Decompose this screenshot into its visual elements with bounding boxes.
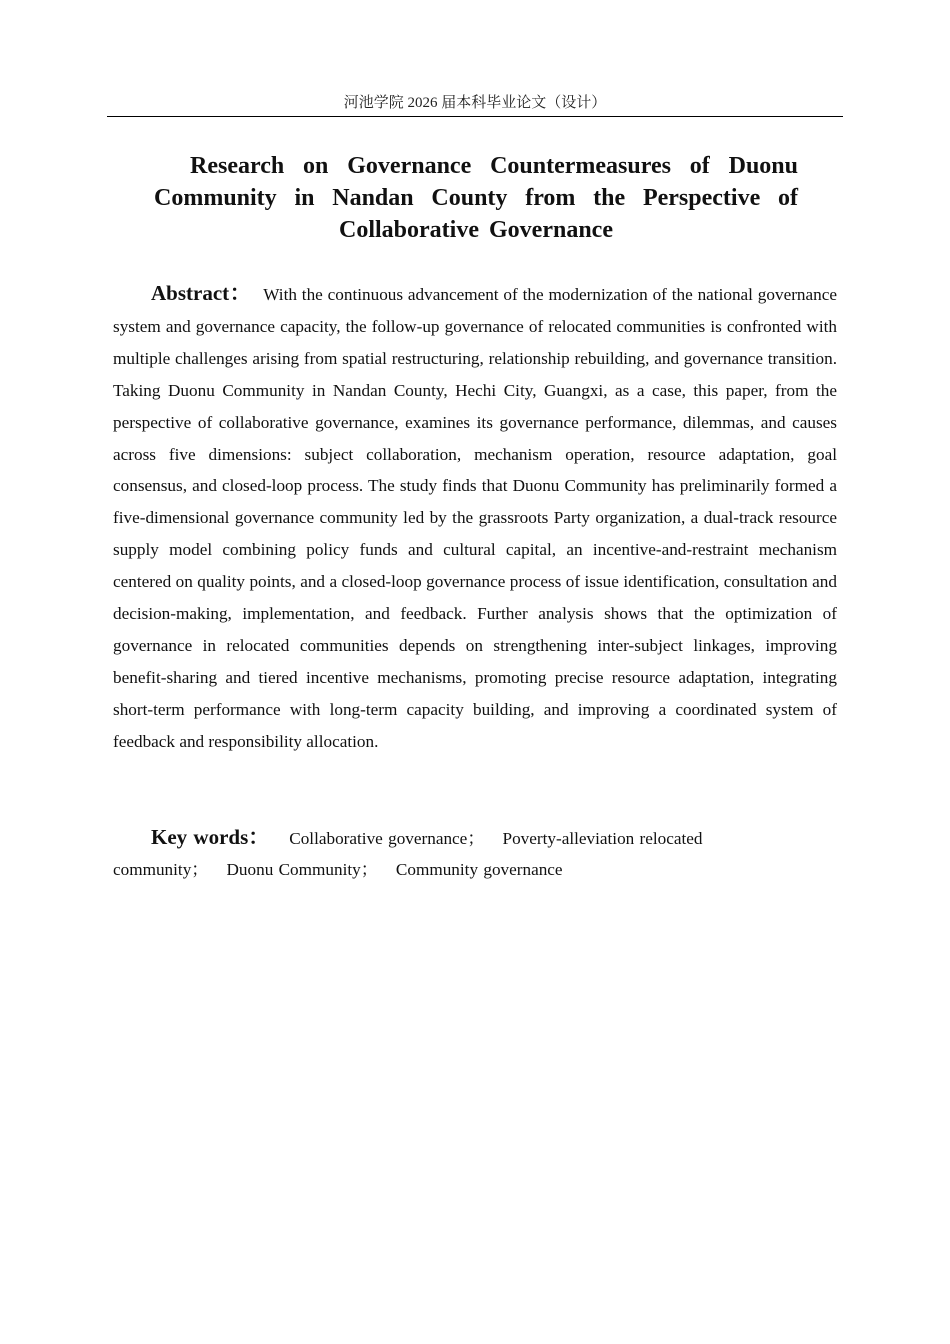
header-rule bbox=[107, 116, 843, 117]
paper-title: Research on Governance Countermeasures of Duonu Community in Nandan County from the Perspective of Collaborative Governance bbox=[154, 153, 798, 243]
keyword-separator: ； bbox=[467, 829, 485, 848]
keywords-paragraph bbox=[113, 822, 753, 885]
keyword-item: Poverty-alleviation relocated community bbox=[113, 829, 703, 879]
keyword-item: Duonu Community bbox=[226, 860, 361, 879]
abstract-colon: ： bbox=[229, 281, 252, 305]
keyword-item: Collaborative governance bbox=[289, 829, 468, 848]
abstract-text: With the continuous advancement of the modernization of the national governance system and governance capacity, the follow-up governance of relocated communities is confronted with multiple challenges arising from spatial restructuring, relationship rebuilding, and governance transition. Taking Duonu Community in Nandan County, Hechi City, Guangxi, as a case, this paper, from the perspective of collaborative governance, examines its governance performance, dilemmas, and causes across five dimensions: subject collaboration, mechanism operation, resource adaptation, goal consensus, and closed-loop process. The study finds that Duonu Community has preliminarily formed a five-dimensional governance community led by the grassroots Party organization, a dual-track resource supply model combining policy funds and cultural capital, an incentive-and-restraint mechanism centered on quality points, and a closed-loop governance process of issue identification, consultation and decision-making, implementation, and feedback. Further analysis shows that the optimization of governance in relocated communities depends on strengthening inter-subject linkages, improving benefit-sharing and tiered incentive mechanisms, promoting precise resource adaptation, integrating short-term performance with long-term capacity building, and improving a coordinated system of feedback and responsibility allocation. bbox=[113, 285, 837, 751]
keyword-item: Community governance bbox=[395, 860, 563, 879]
abstract-label: Abstract bbox=[151, 281, 230, 305]
keywords-colon: ： bbox=[248, 825, 270, 849]
abstract-paragraph bbox=[113, 278, 837, 758]
keyword-separator: ； bbox=[360, 860, 378, 879]
keywords-label: Key words bbox=[151, 825, 249, 849]
keyword-separator: ； bbox=[191, 860, 209, 879]
running-header: 河池学院 2026 届本科毕业论文（设计） bbox=[343, 95, 607, 111]
